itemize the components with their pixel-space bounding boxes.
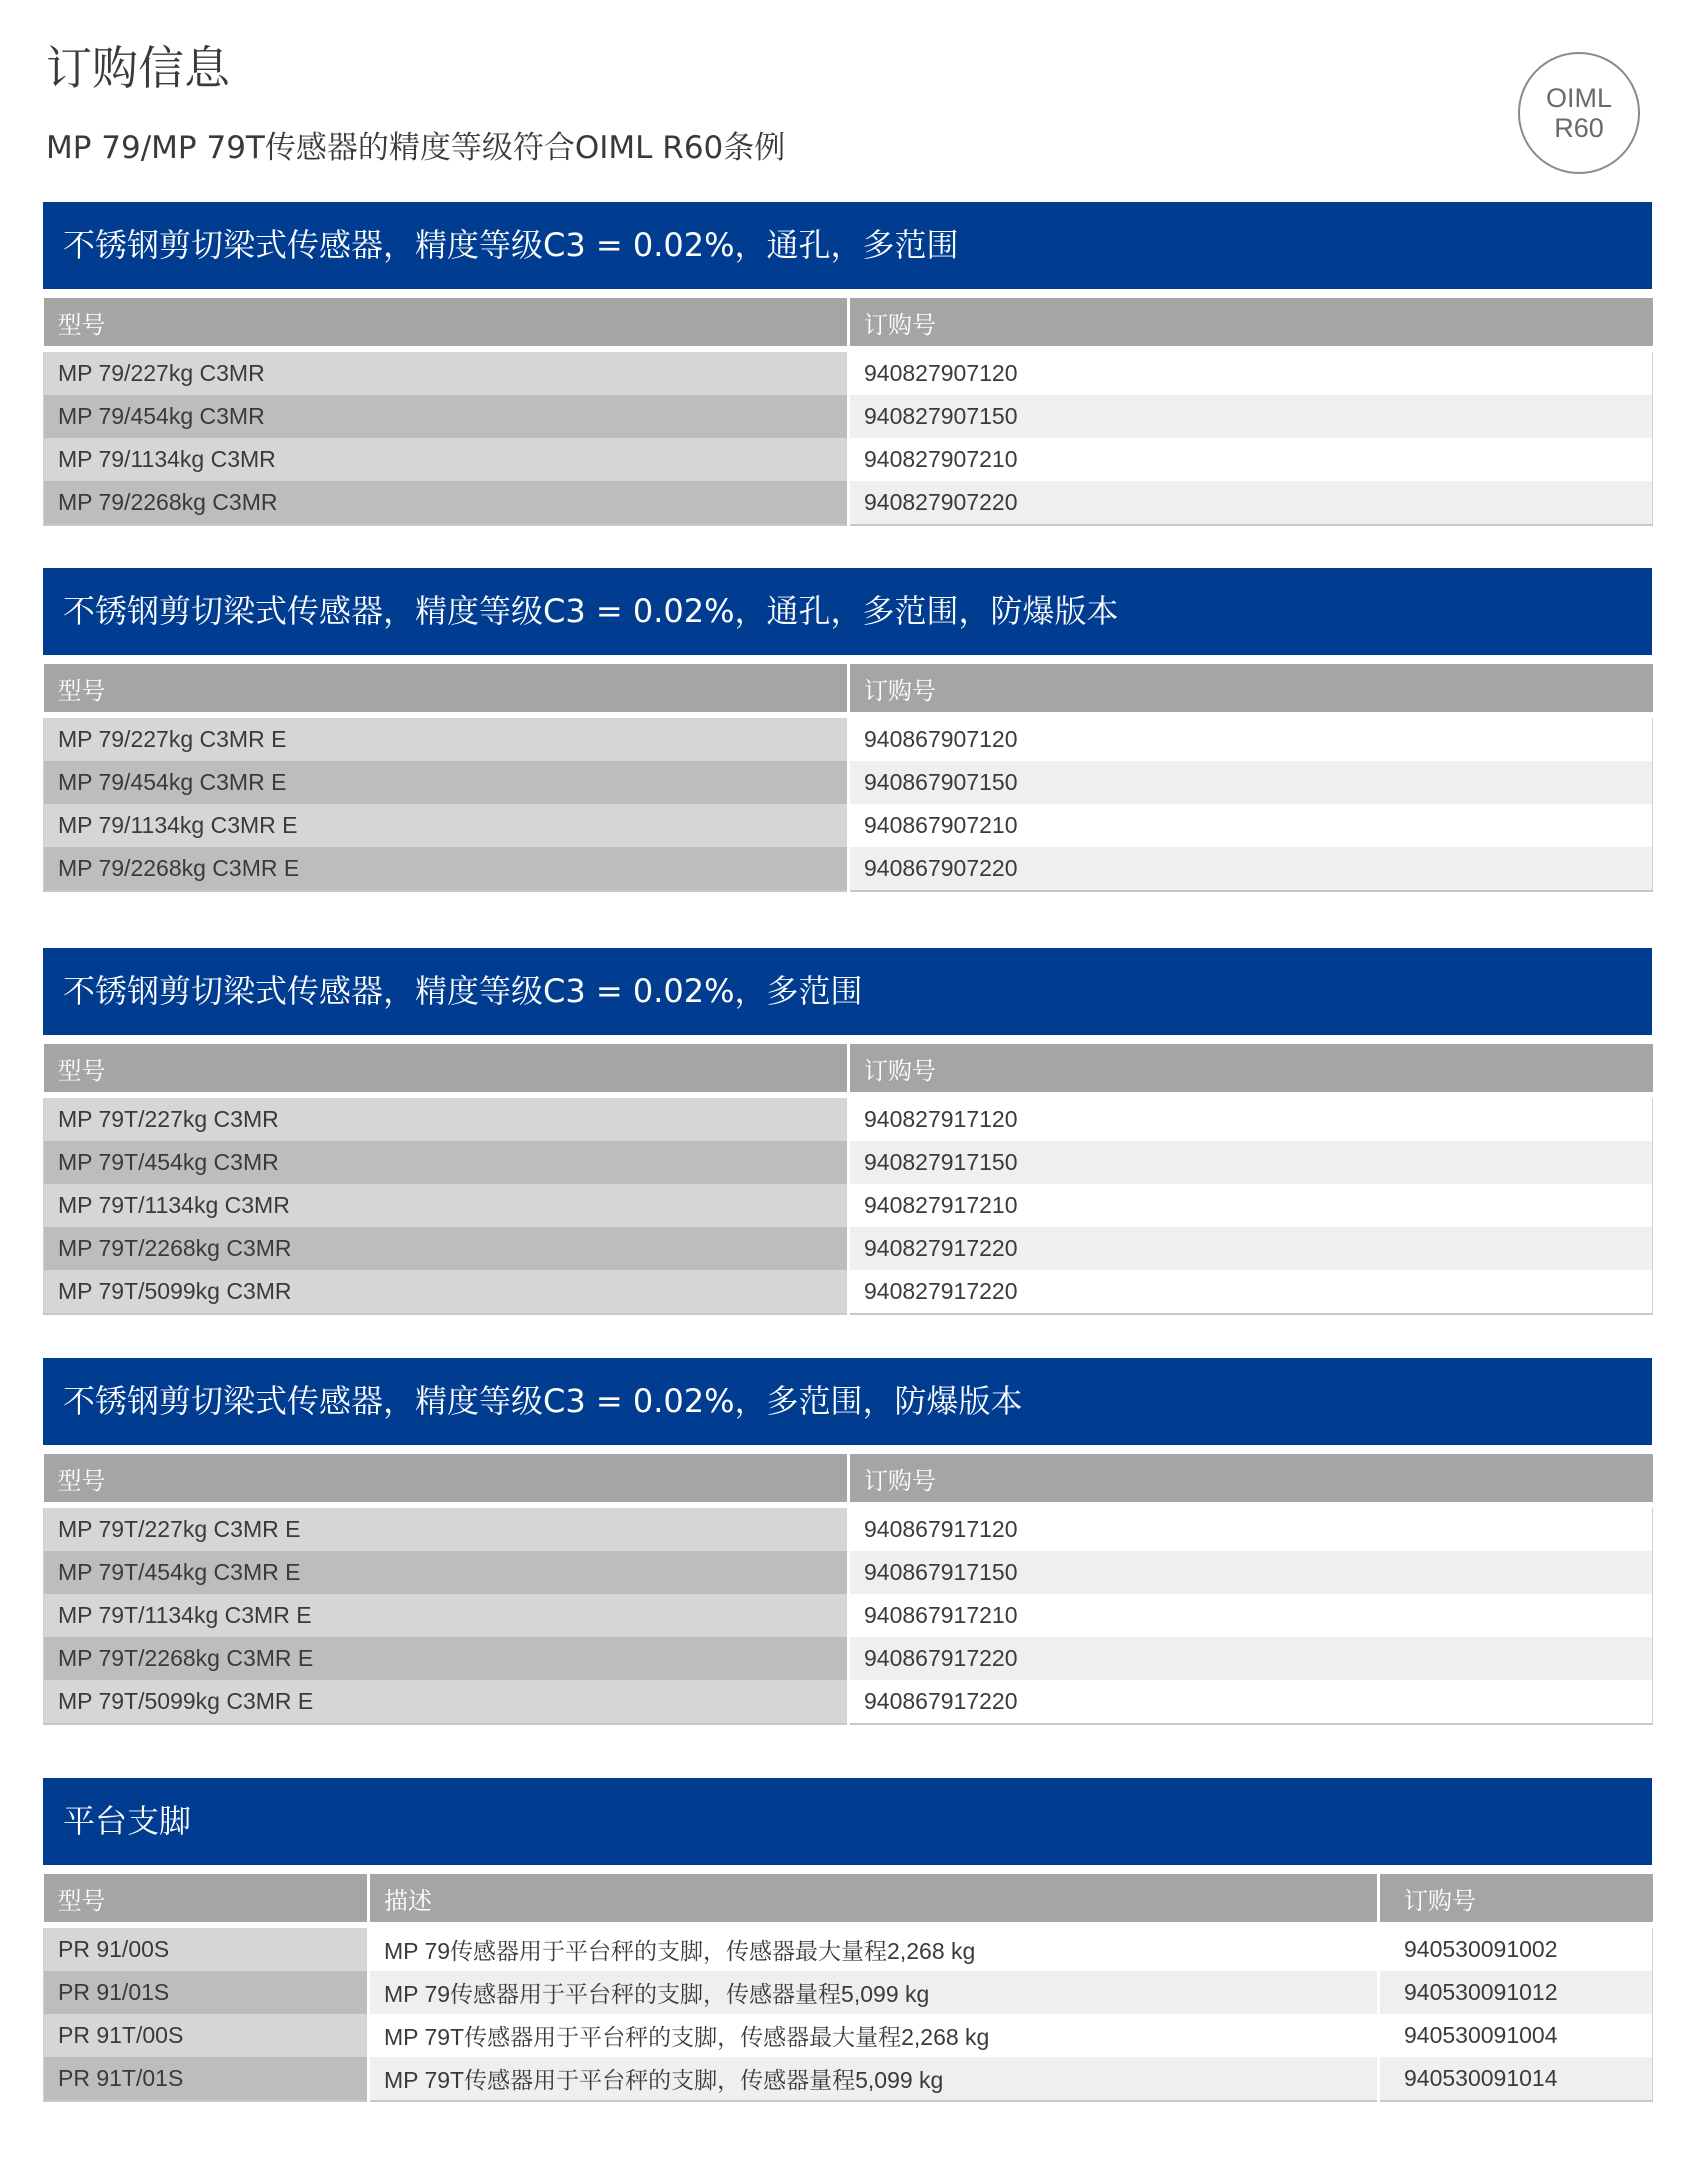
section-title: 不锈钢剪切梁式传感器，精度等级C3 = 0.02%，通孔，多范围，防爆版本 [43,568,1652,655]
model-cell: PR 91/01S [44,1971,369,2014]
column-header-model: 型号 [44,664,849,715]
section-title: 不锈钢剪切梁式传感器，精度等级C3 = 0.02%，多范围 [43,948,1652,1035]
column-header-order-number: 订购号 [849,664,1653,715]
section-mp79-c3mr [43,202,1652,526]
model-cell: MP 79/227kg C3MR E [44,715,849,761]
order-number-cell: 940827917220 [849,1227,1653,1270]
section-mp79t-c3mr-e [43,1358,1652,1725]
column-header-model: 型号 [44,1044,849,1095]
order-number-cell: 940530091004 [1379,2014,1653,2057]
table-row [44,1141,1653,1184]
model-cell: PR 91T/01S [44,2057,369,2101]
table-row [44,847,1653,891]
model-cell: PR 91T/00S [44,2014,369,2057]
model-cell: MP 79T/1134kg C3MR [44,1184,849,1227]
description-cell: MP 79传感器用于平台秤的支脚，传感器量程5,099 kg [369,1971,1379,2014]
column-header-order-number: 订购号 [849,1454,1653,1505]
section-title: 不锈钢剪切梁式传感器，精度等级C3 = 0.02%，多范围，防爆版本 [43,1358,1652,1445]
order-number-cell: 940867917220 [849,1637,1653,1680]
model-cell: MP 79/454kg C3MR [44,395,849,438]
table-row [44,1184,1653,1227]
order-number-cell: 940867907210 [849,804,1653,847]
model-cell: PR 91/00S [44,1925,369,1971]
table-row [44,1551,1653,1594]
column-header-order-number: 订购号 [1379,1874,1653,1925]
column-header-model: 型号 [44,298,849,349]
table-header-row [44,1874,1653,1925]
order-number-cell: 940827907220 [849,481,1653,525]
table-row [44,1637,1653,1680]
model-cell: MP 79/227kg C3MR [44,349,849,395]
column-header-model: 型号 [44,1874,369,1925]
section-title: 不锈钢剪切梁式传感器，精度等级C3 = 0.02%，通孔，多范围 [43,202,1652,289]
table-row [44,2014,1653,2057]
table-row [44,438,1653,481]
order-table [43,1874,1653,2102]
model-cell: MP 79T/2268kg C3MR E [44,1637,849,1680]
order-number-cell: 940867917150 [849,1551,1653,1594]
table-row [44,761,1653,804]
order-table [43,298,1653,526]
table-header-row [44,664,1653,715]
badge-line-1: OIML [1545,83,1612,113]
model-cell: MP 79T/227kg C3MR [44,1095,849,1141]
model-cell: MP 79T/5099kg C3MR [44,1270,849,1314]
table-row [44,1095,1653,1141]
model-cell: MP 79/454kg C3MR E [44,761,849,804]
column-header-order-number: 订购号 [849,298,1653,349]
page-title: 订购信息 [46,41,230,95]
model-cell: MP 79T/2268kg C3MR [44,1227,849,1270]
table-row [44,1680,1653,1724]
model-cell: MP 79T/454kg C3MR [44,1141,849,1184]
order-number-cell: 940867917220 [849,1680,1653,1724]
description-cell: MP 79T传感器用于平台秤的支脚，传感器最大量程2,268 kg [369,2014,1379,2057]
table-row [44,1505,1653,1551]
order-number-cell: 940867917120 [849,1505,1653,1551]
table-row [44,481,1653,525]
order-number-cell: 940530091012 [1379,1971,1653,2014]
order-table [43,1454,1653,1725]
table-row [44,1925,1653,1971]
table-row [44,804,1653,847]
order-number-cell: 940867907120 [849,715,1653,761]
table-row [44,1971,1653,2014]
order-number-cell: 940530091002 [1379,1925,1653,1971]
model-cell: MP 79T/227kg C3MR E [44,1505,849,1551]
badge-line-2: R60 [1554,113,1604,143]
order-number-cell: 940827907210 [849,438,1653,481]
section-mp79t-c3mr [43,948,1652,1315]
model-cell: MP 79/2268kg C3MR E [44,847,849,891]
table-header-row [44,298,1653,349]
section-mp79-c3mr-e [43,568,1652,892]
description-cell: MP 79T传感器用于平台秤的支脚，传感器量程5,099 kg [369,2057,1379,2101]
order-number-cell: 940827907150 [849,395,1653,438]
order-number-cell: 940827917120 [849,1095,1653,1141]
order-table [43,664,1653,892]
order-number-cell: 940827917210 [849,1184,1653,1227]
table-row [44,1594,1653,1637]
table-row [44,395,1653,438]
table-row [44,1227,1653,1270]
table-row [44,349,1653,395]
order-number-cell: 940827917150 [849,1141,1653,1184]
column-header-model: 型号 [44,1454,849,1505]
model-cell: MP 79T/454kg C3MR E [44,1551,849,1594]
model-cell: MP 79T/1134kg C3MR E [44,1594,849,1637]
order-number-cell: 940827917220 [849,1270,1653,1314]
description-cell: MP 79传感器用于平台秤的支脚，传感器最大量程2,268 kg [369,1925,1379,1971]
page-subtitle: MP 79/MP 79T传感器的精度等级符合OIML R60条例 [46,130,786,166]
section-title: 平台支脚 [43,1778,1652,1865]
column-header-order-number: 订购号 [849,1044,1653,1095]
model-cell: MP 79/2268kg C3MR [44,481,849,525]
table-row [44,715,1653,761]
order-number-cell: 940867917210 [849,1594,1653,1637]
table-row [44,1270,1653,1314]
model-cell: MP 79/1134kg C3MR E [44,804,849,847]
section-platform-feet [43,1778,1652,2102]
oiml-r60-badge [1518,52,1640,174]
table-row [44,2057,1653,2101]
table-header-row [44,1454,1653,1505]
model-cell: MP 79T/5099kg C3MR E [44,1680,849,1724]
table-header-row [44,1044,1653,1095]
order-number-cell: 940530091014 [1379,2057,1653,2101]
order-number-cell: 940867907150 [849,761,1653,804]
order-number-cell: 940827907120 [849,349,1653,395]
model-cell: MP 79/1134kg C3MR [44,438,849,481]
order-number-cell: 940867907220 [849,847,1653,891]
column-header-description: 描述 [369,1874,1379,1925]
order-table [43,1044,1653,1315]
